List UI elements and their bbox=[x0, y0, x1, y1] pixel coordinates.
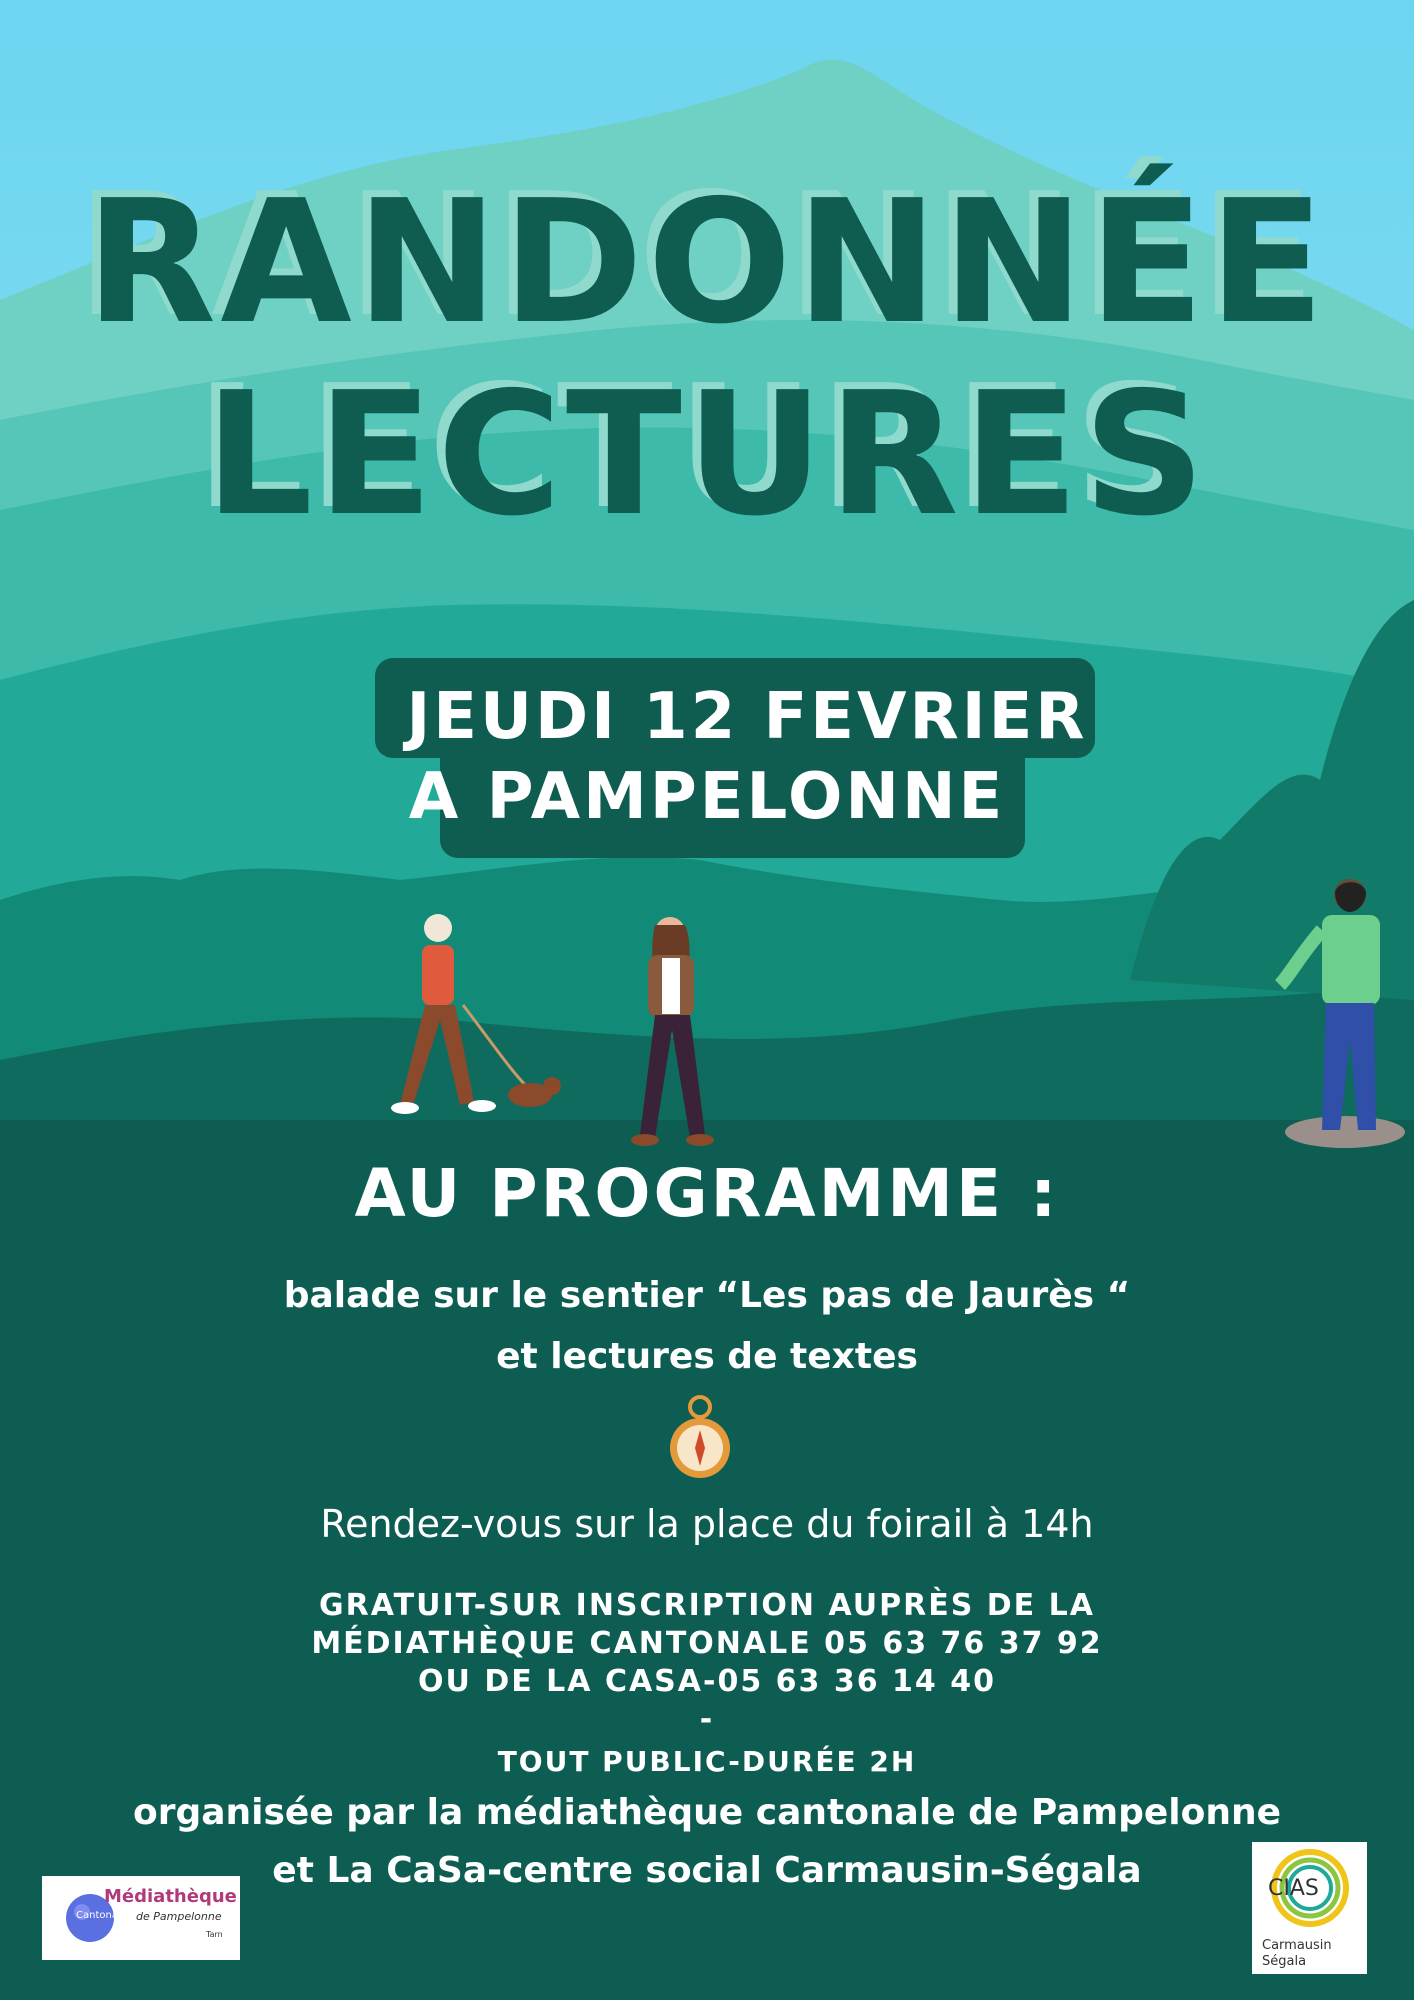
program-line-1: balade sur le sentier “Les pas de Jaurès “ bbox=[283, 1275, 1131, 1316]
title-line-1: RANDONNÉE bbox=[85, 164, 1329, 362]
program-heading: AU PROGRAMME : bbox=[354, 1155, 1060, 1232]
cias-logo-name: CIAS bbox=[1268, 1876, 1319, 1901]
mediatheque-logo-name: Médiathèque bbox=[104, 1886, 237, 1907]
meeting-info: Rendez-vous sur la place du foirail à 14h bbox=[320, 1502, 1094, 1546]
event-date: JEUDI 12 FEVRIER bbox=[406, 680, 1088, 754]
cias-logo-line-1: Carmausin bbox=[1262, 1938, 1332, 1953]
organizer-line-2: et La CaSa-centre social Carmausin-Ségala bbox=[272, 1850, 1142, 1891]
cias-logo-line-2: Ségala bbox=[1262, 1954, 1307, 1969]
mediatheque-logo-town: de Pampelonne bbox=[136, 1910, 222, 1923]
registration-separator: - bbox=[699, 1702, 715, 1737]
event-location: A PAMPELONNE bbox=[408, 760, 1006, 834]
mediatheque-logo bbox=[42, 1876, 240, 1960]
cias-logo bbox=[1252, 1842, 1367, 1974]
audience-duration: TOUT PUBLIC-DURÉE 2H bbox=[497, 1745, 917, 1778]
registration-line-1: GRATUIT-SUR INSCRIPTION AUPRÈS DE LA bbox=[319, 1588, 1095, 1623]
mediatheque-logo-cantonale: Cantonale bbox=[76, 1910, 127, 1921]
organizer-line-1: organisée par la médiathèque cantonale de Pampelonne bbox=[132, 1792, 1282, 1833]
mediatheque-logo-region: Tarn bbox=[206, 1930, 223, 1939]
title-line-2: LECTURES bbox=[204, 356, 1210, 554]
registration-line-3: OU DE LA CASA-05 63 36 14 40 bbox=[418, 1664, 996, 1699]
program-line-2: et lectures de textes bbox=[496, 1336, 918, 1377]
registration-line-2: MÉDIATHÈQUE CANTONALE 05 63 76 37 92 bbox=[311, 1626, 1103, 1661]
